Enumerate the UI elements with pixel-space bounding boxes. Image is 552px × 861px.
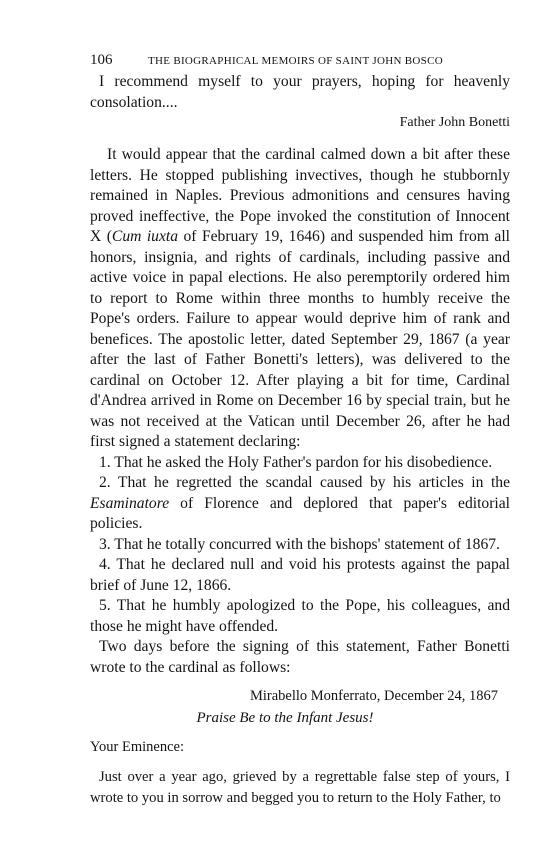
- page-number: 106: [90, 52, 113, 68]
- declaration-item-2: [90, 473, 510, 535]
- narrative-text-a: It would appear that the cardinal calmed down a bit after these letters. He stopped publishing invectives, though he stubbornly remained in Naples. Previous admonitions and censures having proved ineffective, the Pope invoked the constitution of Innocent X (: [90, 146, 510, 245]
- narrative-text-b: of February 19, 1646) and suspended him from all honors, insignia, and rights of cardinals, including passive and active voice in papal elections. He also peremptorily ordered him to report to Rome within three months to humbly receive the Pope's orders. Failure to appear would deprive him of rank and benefices. The apostolic letter, dated September 29, 1867 (a year after the last of Father Bonetti's letters), was delivered to the cardinal on October 12. After playing a bit for time, Cardinal d'Andrea arrived in Rome on December 16 by special train, but he was not received at the Vatican until December 26, after he had first signed a statement declaring:: [90, 228, 510, 450]
- esaminatore-title: Esaminatore: [90, 494, 170, 512]
- letter-dateline: Mirabello Monferrato, December 24, 1867: [249, 688, 498, 704]
- page-header: [90, 52, 510, 72]
- declaration-item-3: 3. That he totally concurred with the bishops' statement of 1867.: [99, 535, 500, 553]
- running-head: THE BIOGRAPHICAL MEMOIRS OF SAINT JOHN BOSCO: [148, 55, 443, 67]
- letter-invocation: Praise Be to the Infant Jesus!: [196, 710, 374, 726]
- letter-body: Just over a year ago, grieved by a regrettable false step of yours, I wrote to you in sorrow and begged you to return to the Holy Father, to: [90, 769, 510, 806]
- declaration-item-4: 4. That he declared null and void his protests against the papal brief of June 12, 1866.: [90, 556, 510, 594]
- declaration-item-5: 5. That he humbly apologized to the Pope, his colleagues, and those he might have offended.: [90, 597, 510, 635]
- letter-closing: I recommend myself to your prayers, hoping for heavenly consolation....: [90, 73, 510, 111]
- declaration-item-1: 1. That he asked the Holy Father's pardon for his disobedience.: [99, 453, 493, 471]
- letter-greeting: Your Eminence:: [90, 739, 184, 755]
- signature: Father John Bonetti: [399, 115, 510, 130]
- item-2-text-a: 2. That he regretted the scandal caused by his articles in the: [99, 474, 510, 491]
- narrative-paragraph: [90, 145, 510, 453]
- narrative-paragraph-2: Two days before the signing of this statement, Father Bonetti wrote to the cardinal as follows:: [90, 638, 510, 676]
- book-page: [90, 52, 510, 808]
- item-2-text-b: of Florence and deplored that paper's editorial policies.: [90, 494, 510, 532]
- cum-iuxta-title: Cum iuxta: [111, 228, 179, 245]
